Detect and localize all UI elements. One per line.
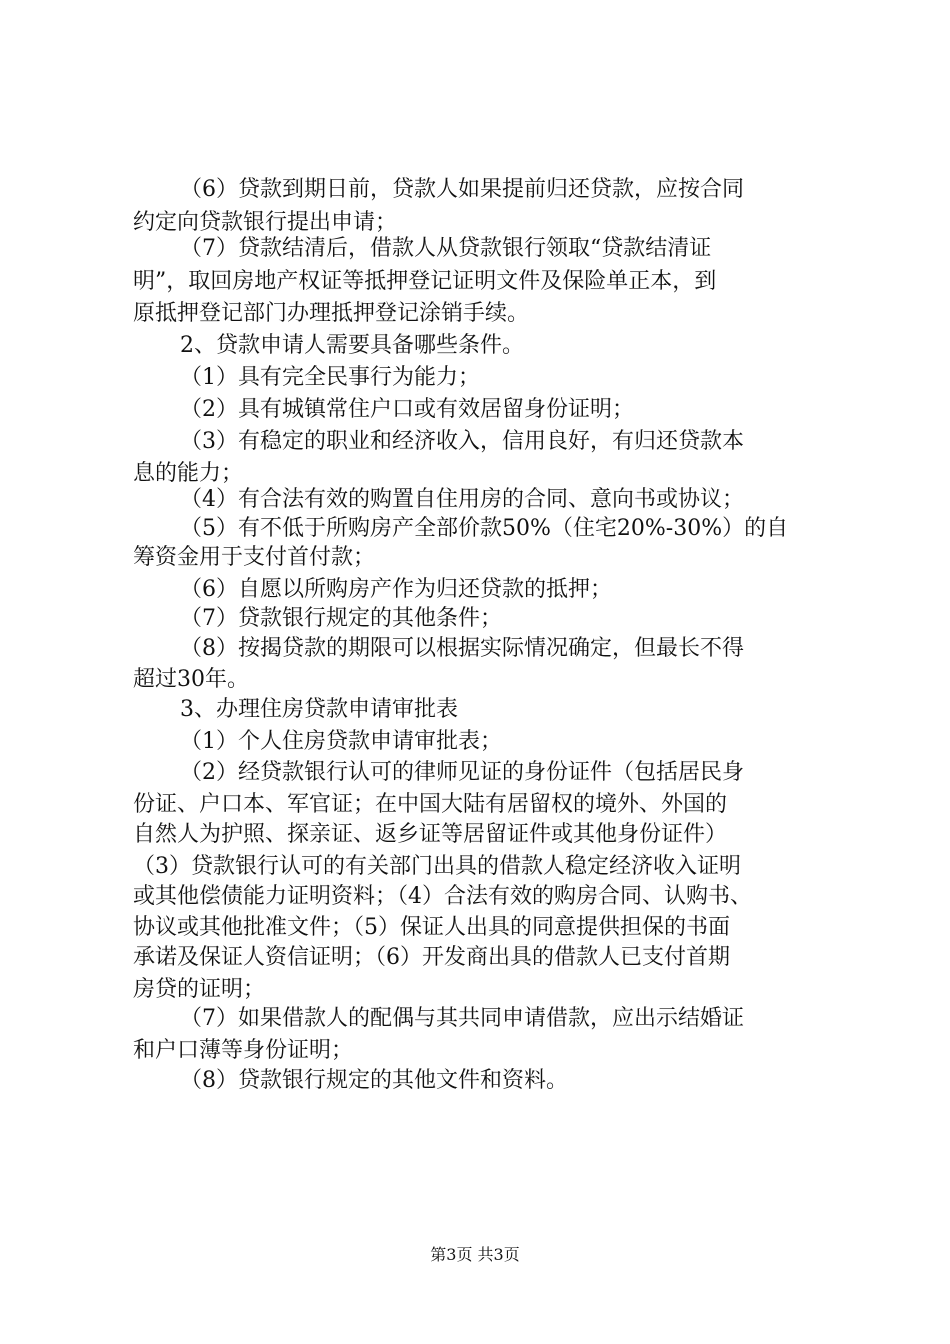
text-line-content: 原抵押登记部门办理抵押登记涂销手续。: [133, 301, 530, 326]
text-line-content: 超过30年。: [133, 667, 249, 692]
text-line-content: （3）有稳定的职业和经济收入，信用良好，有归还贷款本: [180, 429, 744, 454]
text-line-content: （4）有合法有效的购置自住用房的合同、意向书或协议；: [180, 487, 744, 512]
text-line-content: 房贷的证明；: [133, 977, 266, 1002]
text-line-content: 筹资金用于支付首付款；: [133, 545, 376, 570]
text-line-content: （8）按揭贷款的期限可以根据实际情况确定，但最长不得: [180, 636, 744, 661]
text-line-content: 和户口薄等身份证明；: [133, 1038, 354, 1063]
text-line-content: 承诺及保证人资信证明；（6）开发商出具的借款人已支付首期: [133, 945, 730, 970]
text-line-content: 自然人为护照、探亲证、返乡证等居留证件或其他身份证件）: [133, 822, 728, 847]
text-line-content: （7）贷款结清后，借款人从贷款银行领取“贷款结清证: [180, 236, 712, 261]
text-line-content: （2）经贷款银行认可的律师见证的身份证件（包括居民身: [180, 760, 744, 785]
text-line-content: （7）贷款银行规定的其他条件；: [180, 606, 502, 631]
text-line-content: 约定向贷款银行提出申请；: [133, 210, 398, 235]
text-line-content: （6）贷款到期日前，贷款人如果提前归还贷款，应按合同: [180, 177, 744, 202]
text-line-content: （6）自愿以所购房产作为归还贷款的抵押；: [180, 577, 612, 602]
text-line-content: 或其他偿债能力证明资料；（4）合法有效的购房合同、认购书、: [133, 884, 752, 909]
text-line-content: （1）具有完全民事行为能力；: [180, 365, 480, 390]
text-line-content: 明”，取回房地产权证等抵押登记证明文件及保险单正本，到: [133, 269, 717, 294]
text-line-content: （1）个人住房贷款申请审批表；: [180, 729, 502, 754]
text-line-content: 协议或其他批准文件；（5）保证人出具的同意提供担保的书面: [133, 915, 730, 940]
text-line-content: （7）如果借款人的配偶与其共同申请借款，应出示结婚证: [180, 1006, 744, 1031]
text-line-content: 份证、户口本、军官证；在中国大陆有居留权的境外、外国的: [133, 792, 728, 817]
page-number-footer: 第3页 共3页: [430, 1245, 520, 1264]
text-line-content: （3）贷款银行认可的有关部门出具的借款人稳定经济收入证明: [133, 854, 741, 879]
text-line-content: （5）有不低于所购房产全部价款50%（住宅20%-30%）的自: [180, 516, 789, 541]
text-line-content: 3、办理住房贷款申请审批表: [180, 697, 458, 722]
text-line-content: （8）贷款银行规定的其他文件和资料。: [180, 1068, 568, 1093]
text-line-content: （2）具有城镇常住户口或有效居留身份证明；: [180, 397, 634, 422]
text-line-content: 2、贷款申请人需要具备哪些条件。: [180, 333, 524, 358]
text-line-content: 息的能力；: [133, 461, 244, 486]
